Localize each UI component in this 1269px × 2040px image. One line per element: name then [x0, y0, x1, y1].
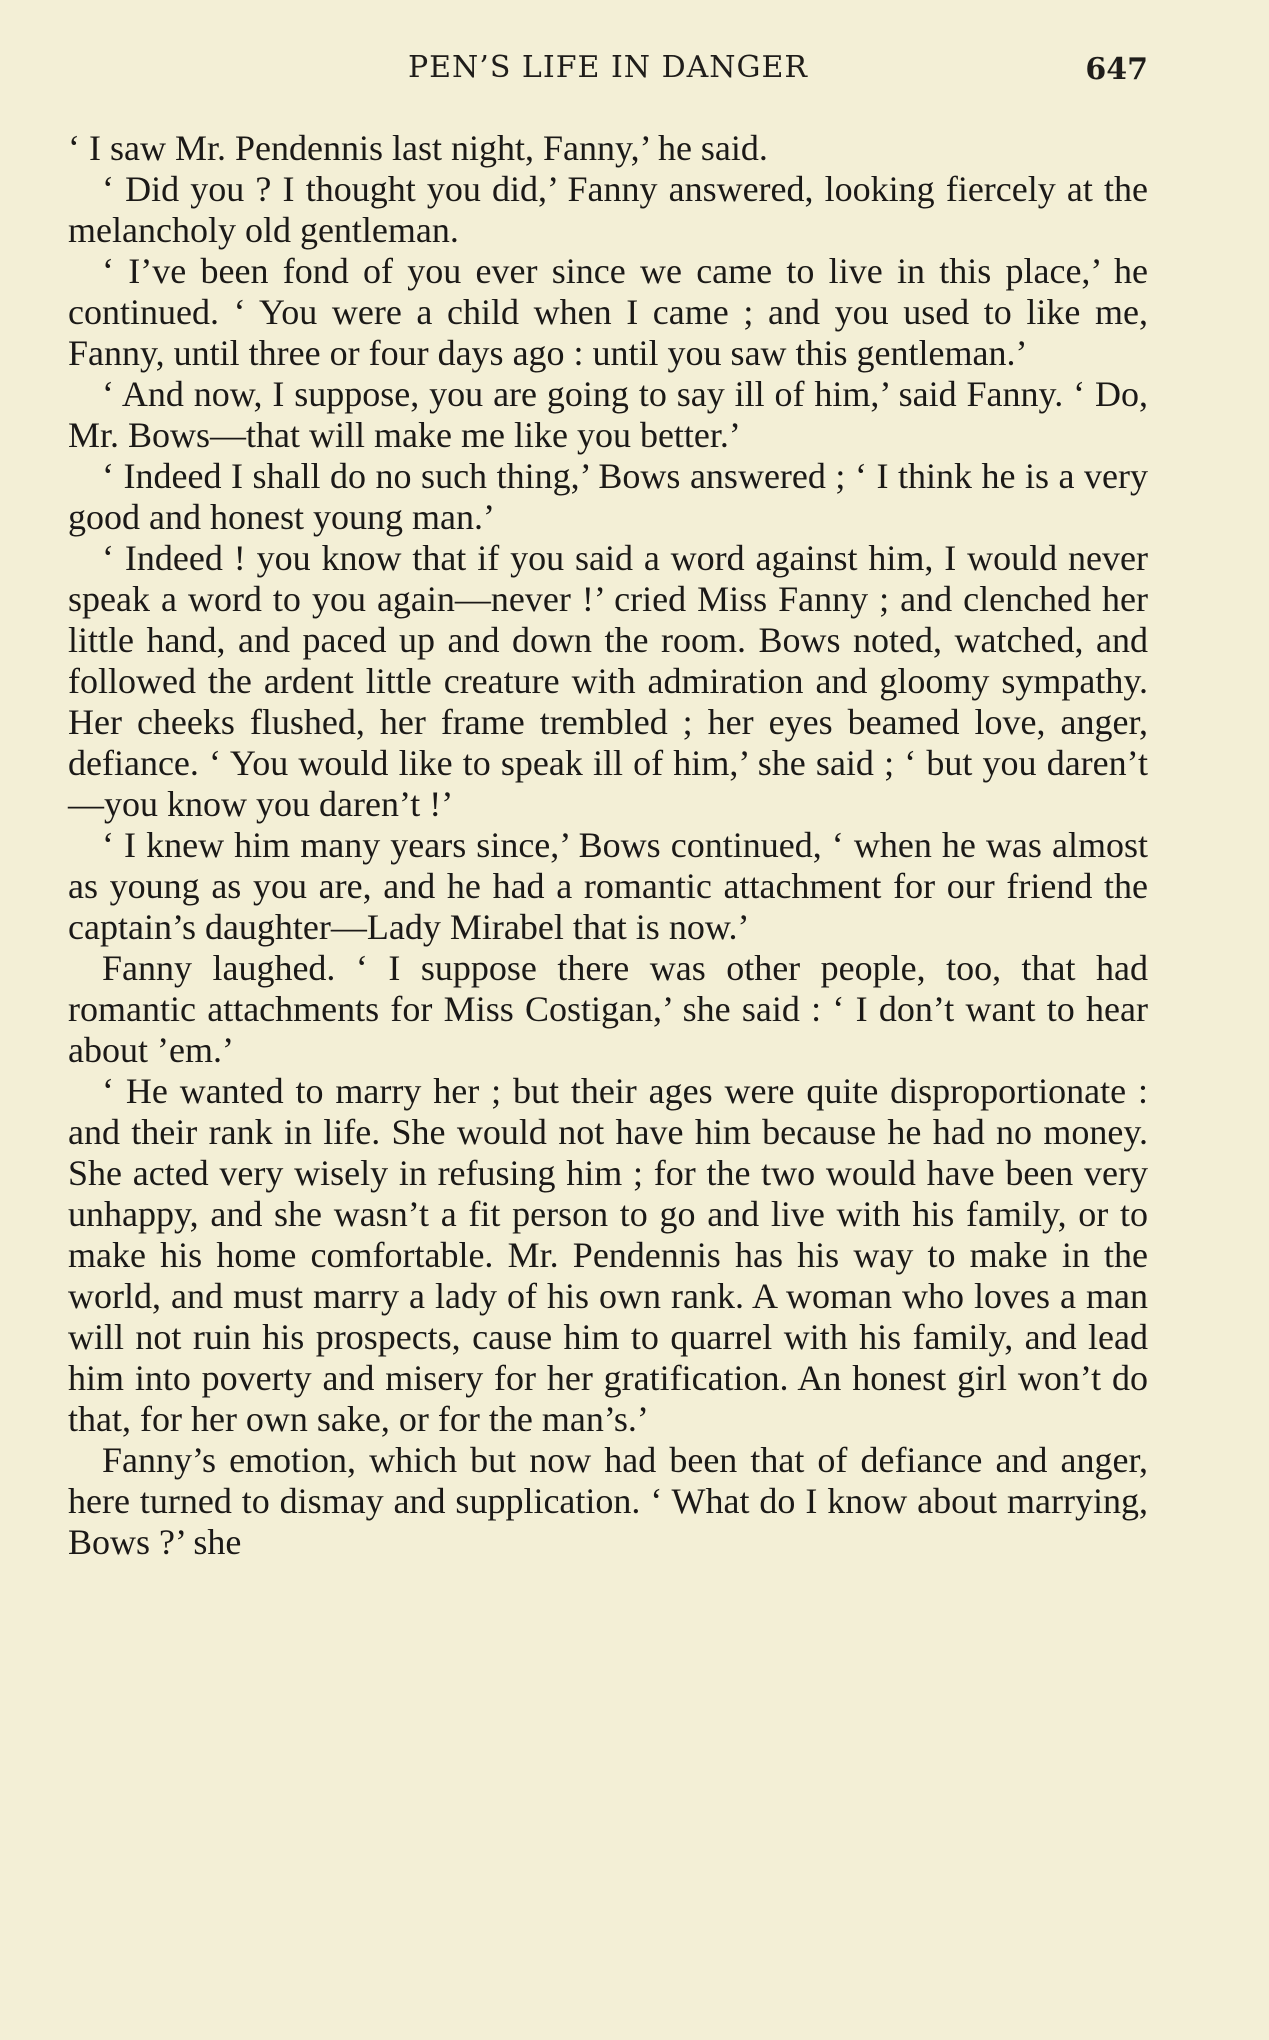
paragraph: ‘ I knew him many years since,’ Bows continued, ‘ when he was almost as young as you are, and he had a romantic attachment for our friend the captain’s daughter—Lady Mirabel that is now.’ [68, 825, 1148, 947]
paragraph: ‘ I saw Mr. Pendennis last night, Fanny,’ he said. [68, 128, 768, 168]
paragraph: ‘ Indeed ! you know that if you said a word against him, I would never speak a word to you again—never !’ cried Miss Fanny ; and clenched her little hand, and paced up and down the room. Bows noted, watched, and followed the ardent little creature with admiration and gloomy sympathy. Her cheeks flushed, her frame trembled ; her eyes beamed love, anger, defiance. ‘ You would like to speak ill of him,’ she said ; ‘ but you daren’t—you know you daren’t !’ [68, 538, 1148, 824]
paragraph: ‘ And now, I suppose, you are going to say ill of him,’ said Fanny. ‘ Do, Mr. Bows—that will make me like you better.’ [68, 374, 1148, 455]
paragraph: ‘ He wanted to marry her ; but their ages were quite disproportionate : and their rank in life. She would not have him because he had no money. She acted very wisely in refusing him ; for the two would have been very unhappy, and she wasn’t a fit person to go and live with his family, or to make his home comfortable. Mr. Pendennis has his way to make in the world, and must marry a lady of his own rank. A woman who loves a man will not ruin his prospects, cause him to quarrel with his family, and lead him into poverty and misery for her gratification. An honest girl won’t do that, for her own sake, or for the man’s.’ [68, 1071, 1148, 1439]
page-number: 647 [1085, 52, 1148, 87]
paragraph: ‘ Indeed I shall do no such thing,’ Bows answered ; ‘ I think he is a very good and honest young man.’ [68, 456, 1148, 537]
paragraph: ‘ I’ve been fond of you ever since we came to live in this place,’ he continued. ‘ You were a child when I came ; and you used to like me, Fanny, until three or four days ago : until you saw this gentleman.’ [68, 251, 1148, 373]
paragraph: ‘ Did you ? I thought you did,’ Fanny answered, looking fiercely at the melancholy old gentleman. [68, 169, 1148, 250]
running-head [68, 50, 1148, 94]
paragraph: Fanny laughed. ‘ I suppose there was other people, too, that had romantic attachments for Miss Costigan,’ she said : ‘ I don’t want to hear about ’em.’ [68, 948, 1148, 1070]
body-text [68, 128, 1148, 1563]
paragraph: Fanny’s emotion, which but now had been that of defiance and anger, here turned to dismay and supplication. ‘ What do I know about marrying, Bows ?’ she [68, 1440, 1148, 1562]
running-title: PEN’S LIFE IN DANGER [407, 50, 809, 85]
